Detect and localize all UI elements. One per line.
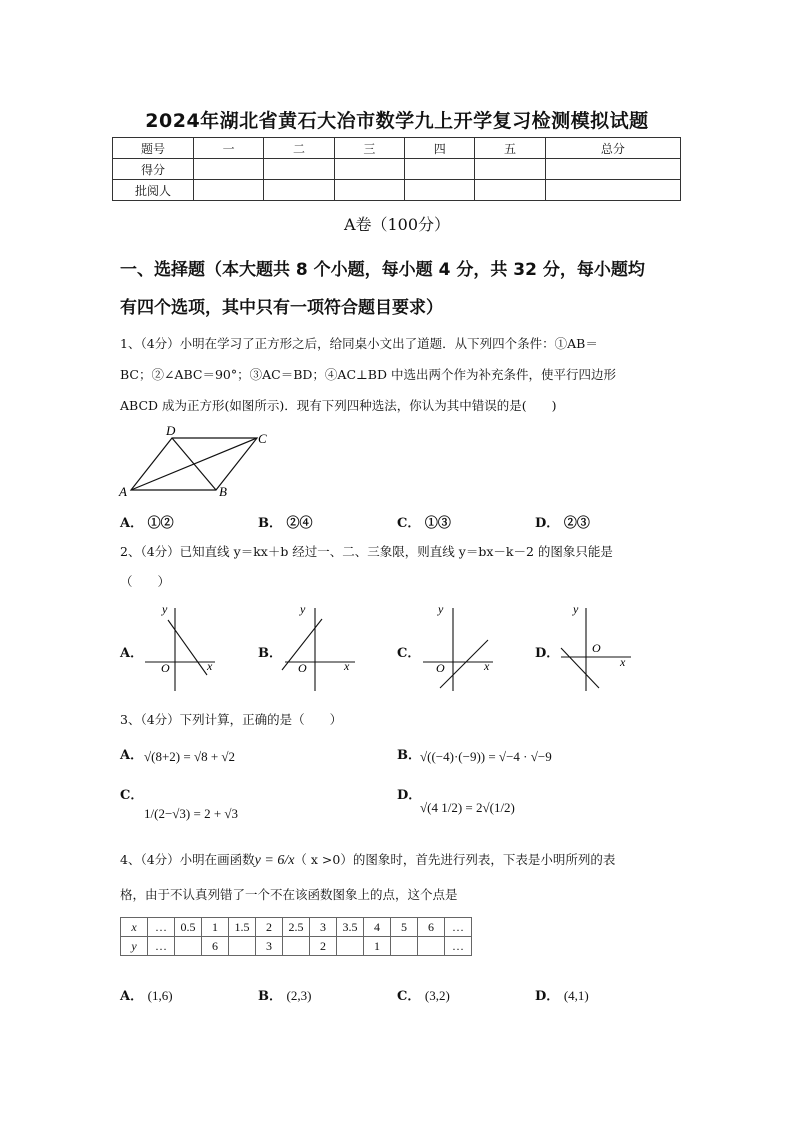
table-cell: 批阅人	[113, 180, 194, 201]
q3-option-b[interactable]: B．	[397, 748, 421, 763]
svg-text:x: x	[207, 659, 213, 673]
table-cell: 0.5	[175, 918, 202, 937]
table-cell: 1	[364, 937, 391, 956]
table-cell: 1	[202, 918, 229, 937]
table-cell	[175, 937, 202, 956]
q2-option-a[interactable]: A．	[120, 646, 144, 661]
q2-graph-b	[280, 600, 360, 695]
svg-text:x: x	[344, 659, 350, 673]
q1-line1: 1、（4分）小明在学习了正方形之后，给同桌小文出了道题．从下列四个条件：①AB＝	[120, 336, 598, 351]
table-cell: 3	[256, 937, 283, 956]
q4-option-d[interactable]: D． (4,1)	[535, 988, 589, 1004]
q2-line2: （ ）	[120, 574, 171, 589]
label-c: C	[258, 431, 267, 446]
table-row	[113, 159, 681, 180]
svg-text:O: O	[592, 641, 601, 655]
table-cell: …	[148, 918, 175, 937]
table-cell: 5	[391, 918, 418, 937]
q4-line1: 4、（4分）小明在画函数y = 6/x（ x >0）的图象时，首先进行列表，下表是小明所列的表	[120, 852, 616, 868]
table-cell: 2	[310, 937, 337, 956]
q2-graph-c	[418, 600, 498, 695]
q2-option-c[interactable]: C．	[397, 646, 421, 661]
diagonal-bd	[172, 438, 216, 490]
table-cell: 2.5	[283, 918, 310, 937]
table-cell	[337, 937, 364, 956]
table-cell: 6	[202, 937, 229, 956]
q4-option-c[interactable]: C． (3,2)	[397, 988, 450, 1004]
q3-option-c[interactable]: C．	[120, 788, 144, 803]
q3-expr-a: √(8+2) = √8 + √2	[144, 749, 236, 764]
q2-line1: 2、（4分）已知直线 y＝kx＋b 经过一、二、三象限，则直线 y＝bx－k－2 的图象只能是	[120, 544, 613, 559]
q3-stem: 3、（4分）下列计算，正确的是（ ）	[120, 712, 343, 727]
q4-function: y = 6/x	[254, 853, 295, 868]
q4-option-a[interactable]: A． (1,6)	[120, 988, 173, 1004]
table-cell: 四	[405, 138, 475, 159]
table-cell	[229, 937, 256, 956]
svg-text:y: y	[300, 602, 306, 616]
label-d: D	[166, 423, 176, 438]
q4-line2: 格，由于不认真列错了一个不在该函数图象上的点，这个点是	[120, 887, 458, 902]
table-cell: …	[148, 937, 175, 956]
table-row	[121, 918, 472, 937]
table-cell: x	[121, 918, 148, 937]
q3-expr-b: √((−4)·(−9)) = √−4 · √−9	[420, 749, 552, 764]
table-cell: 三	[334, 138, 404, 159]
q4-option-b[interactable]: B． (2,3)	[258, 988, 312, 1004]
table-cell: 3	[310, 918, 337, 937]
table-cell: 总分	[545, 138, 680, 159]
q1-option-b[interactable]: B． ②④	[258, 516, 313, 531]
page-title: 2024年湖北省黄石大冶市数学九上开学复习检测模拟试题	[145, 110, 649, 132]
q3-expr-c: 1/(2−√3) = 2 + √3	[144, 806, 239, 821]
label-b: B	[219, 484, 227, 499]
svg-text:O: O	[436, 661, 445, 675]
table-cell: 二	[264, 138, 334, 159]
table-cell: 3.5	[337, 918, 364, 937]
table-cell: 题号	[113, 138, 194, 159]
table-cell: 6	[418, 918, 445, 937]
table-cell: y	[121, 937, 148, 956]
table-row	[121, 937, 472, 956]
q3-expr-d: √(4 1/2) = 2√(1/2)	[420, 800, 515, 815]
score-table-header	[113, 138, 681, 159]
table-cell: 五	[475, 138, 545, 159]
table-cell	[283, 937, 310, 956]
section-juan: A卷（100分）	[343, 215, 451, 234]
section-heading-cont: 有四个选项，其中只有一项符合题目要求）	[120, 298, 443, 318]
q2-graph-d	[556, 600, 636, 695]
table-cell: 4	[364, 918, 391, 937]
table-cell: 得分	[113, 159, 194, 180]
q3-option-a[interactable]: A．	[120, 748, 144, 763]
q1-option-d[interactable]: D． ②③	[535, 516, 590, 531]
section-heading: 一、选择题（本大题共 8 个小题，每小题 4 分，共 32 分，每小题均	[120, 260, 645, 280]
table-cell: 2	[256, 918, 283, 937]
table-cell	[391, 937, 418, 956]
q2-option-b[interactable]: B．	[258, 646, 282, 661]
table-cell	[418, 937, 445, 956]
table-cell: 一	[194, 138, 264, 159]
q3-option-d[interactable]: D．	[397, 788, 422, 803]
table-cell: 1.5	[229, 918, 256, 937]
q2-option-d[interactable]: D．	[535, 646, 560, 661]
svg-text:y: y	[438, 602, 444, 616]
svg-text:O: O	[298, 661, 307, 675]
q4-value-table	[120, 917, 472, 956]
svg-text:y: y	[162, 602, 168, 616]
table-cell: …	[445, 918, 472, 937]
q2-graph-a	[140, 600, 220, 695]
q1-line3: ABCD 成为正方形(如图所示)．现有下列四种选法，你认为其中错误的是( )	[120, 398, 557, 413]
table-row	[113, 180, 681, 201]
label-a: A	[119, 484, 127, 499]
svg-text:O: O	[161, 661, 170, 675]
parallelogram-figure	[115, 423, 285, 503]
svg-text:x: x	[484, 659, 490, 673]
svg-text:x: x	[620, 655, 626, 669]
q1-option-a[interactable]: A． ①②	[120, 516, 174, 531]
svg-text:y: y	[573, 602, 579, 616]
q1-line2: BC；②∠ABC＝90°；③AC＝BD；④AC⊥BD 中选出两个作为补充条件，使平行四边形	[120, 367, 616, 382]
table-cell: …	[445, 937, 472, 956]
q1-option-c[interactable]: C． ①③	[397, 516, 451, 531]
score-table	[112, 137, 681, 201]
